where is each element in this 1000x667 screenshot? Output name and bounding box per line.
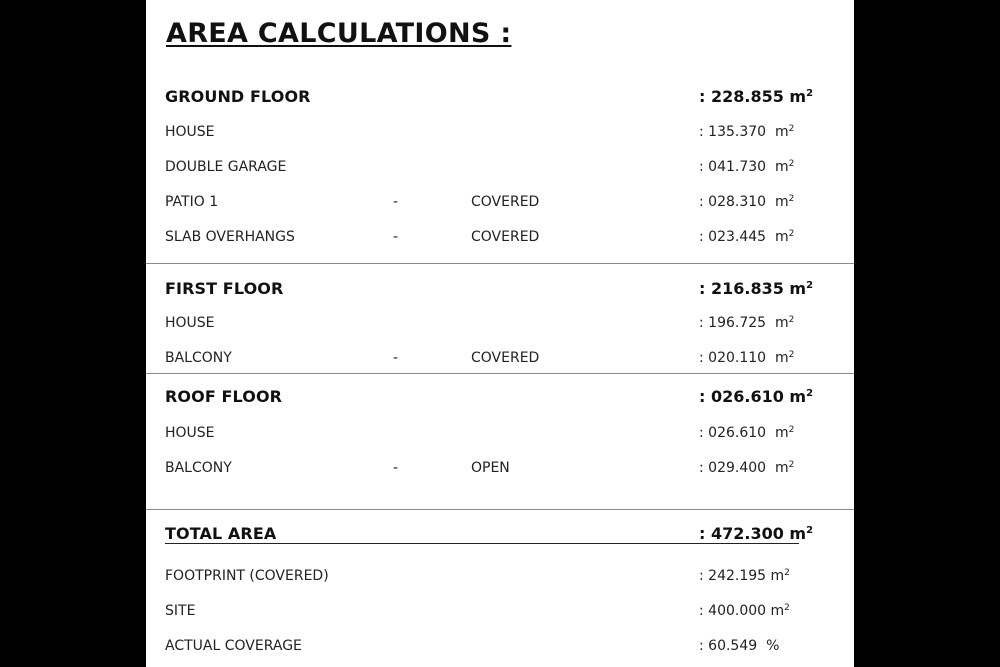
table-row: DOUBLE GARAGE : 041.730 $m^2$: [165, 159, 795, 175]
section-label: ROOF FLOOR: [165, 387, 283, 406]
total-underline: [165, 543, 799, 544]
document-page: [146, 0, 854, 667]
summary-row: FOOTPRINT (COVERED) : 242.195 $m^2$: [165, 568, 790, 584]
section-divider: [146, 373, 854, 374]
table-row: PATIO 1 - COVERED : 028.310 $m^2$: [165, 194, 795, 210]
total-area-label: TOTAL AREA: [165, 524, 277, 543]
first-floor-header: [146, 278, 854, 300]
table-row: HOUSE : 135.370 $m^2$: [165, 124, 795, 140]
page-title: AREA CALCULATIONS :: [166, 18, 512, 49]
ground-floor-header: [146, 86, 854, 108]
table-row: HOUSE : 026.610 $m^2$: [165, 425, 795, 441]
section-label: FIRST FLOOR: [165, 279, 284, 298]
summary-row: ACTUAL COVERAGE : 60.549 %: [165, 638, 780, 654]
table-row: BALCONY - COVERED : 020.110 $m^2$: [165, 350, 795, 366]
section-total: : 216.835 $m^2$: [699, 279, 814, 298]
total-area-row: [146, 523, 854, 545]
table-row: SLAB OVERHANGS - COVERED : 023.445 $m^2$: [165, 229, 795, 245]
table-row: HOUSE : 196.725 $m^2$: [165, 315, 795, 331]
summary-row: SITE : 400.000 $m^2$: [165, 603, 790, 619]
table-row: BALCONY - OPEN : 029.400 $m^2$: [165, 460, 795, 476]
section-total: : 026.610 $m^2$: [699, 387, 814, 406]
section-divider: [146, 509, 854, 510]
section-label: GROUND FLOOR: [165, 87, 311, 106]
section-divider: [146, 263, 854, 264]
section-total: : 228.855 $m^2$: [699, 87, 814, 106]
total-area-value: : 472.300 $m^2$: [699, 524, 814, 543]
roof-floor-header: [146, 386, 854, 408]
